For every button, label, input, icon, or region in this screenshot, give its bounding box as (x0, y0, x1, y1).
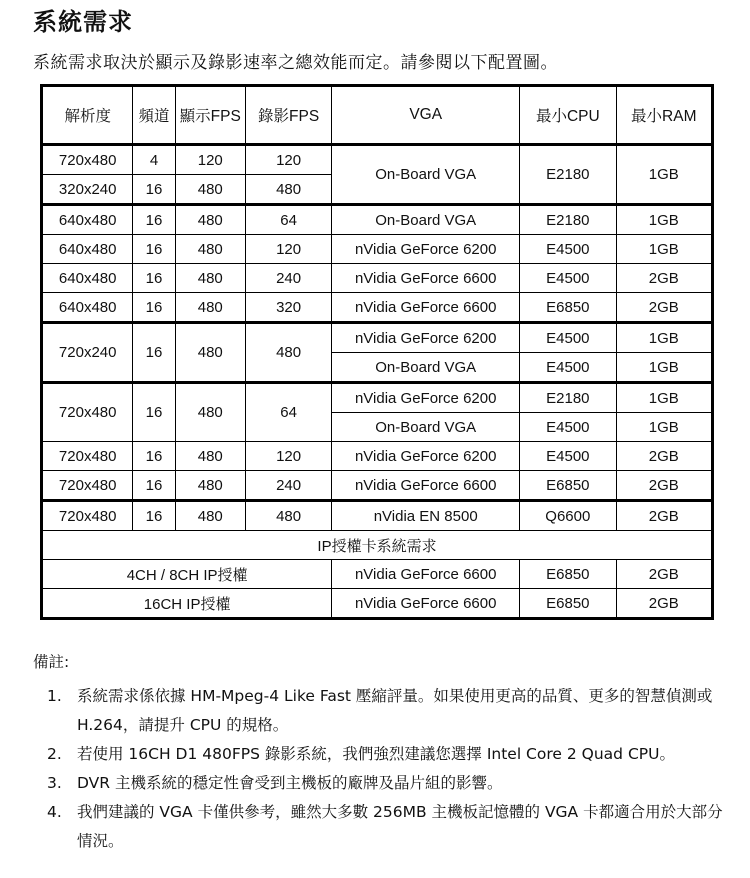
cell-vga: nVidia GeForce 6600 (332, 560, 520, 589)
table-row (42, 323, 713, 353)
table-row (42, 205, 713, 235)
cell-resolution: 720x480 (42, 471, 133, 501)
cell-resolution: 720x480 (42, 501, 133, 531)
header-min-cpu: 最小CPU (520, 86, 616, 145)
note-item (33, 798, 733, 856)
note-number: 4. (47, 803, 62, 821)
table-row (42, 145, 713, 175)
header-min-ram: 最小RAM (616, 86, 712, 145)
cell-channels: 16 (133, 471, 175, 501)
cell-ram: 1GB (616, 205, 712, 235)
cell-channels: 16 (133, 293, 175, 323)
cell-ram: 1GB (616, 235, 712, 264)
cell-display-fps: 480 (175, 501, 245, 531)
cell-vga: nVidia EN 8500 (332, 501, 520, 531)
cell-record-fps: 480 (245, 175, 331, 205)
note-number: 2. (47, 745, 62, 763)
cell-cpu: E4500 (520, 442, 616, 471)
note-number: 1. (47, 687, 62, 705)
cell-cpu: E6850 (520, 560, 616, 589)
cell-channels: 16 (133, 383, 175, 442)
cell-record-fps: 120 (245, 145, 331, 175)
cell-cpu: E2180 (520, 383, 616, 413)
cell-resolution: 720x240 (42, 323, 133, 383)
page-title: 系統需求 (33, 8, 133, 36)
cell-vga: nVidia GeForce 6600 (332, 589, 520, 619)
note-text: 系統需求係依據 HM-Mpeg-4 Like Fast 壓縮評量。如果使用更高的品質、更多的智慧偵測或 H.264，請提升 CPU 的規格。 (77, 687, 713, 734)
table-row (42, 501, 713, 531)
cell-resolution: 640x480 (42, 293, 133, 323)
cell-record-fps: 120 (245, 442, 331, 471)
cell-resolution: 720x480 (42, 145, 133, 175)
cell-record-fps: 320 (245, 293, 331, 323)
ip-section-heading: IP授權卡系統需求 (42, 531, 713, 560)
cell-channels: 16 (133, 442, 175, 471)
cell-display-fps: 480 (175, 471, 245, 501)
table-row (42, 293, 713, 323)
cell-ram: 1GB (616, 413, 712, 442)
note-text: DVR 主機系統的穩定性會受到主機板的廠牌及晶片組的影響。 (77, 774, 503, 792)
note-item (33, 682, 733, 740)
note-text: 若使用 16CH D1 480FPS 錄影系統，我們強烈建議您選擇 Intel Core 2 Quad CPU。 (77, 745, 675, 763)
cell-resolution: 640x480 (42, 264, 133, 293)
cell-cpu: E4500 (520, 264, 616, 293)
cell-channels: 16 (133, 323, 175, 383)
notes-section (33, 650, 733, 856)
table-row (42, 471, 713, 501)
table-row (42, 560, 713, 589)
note-number: 3. (47, 774, 62, 792)
cell-ram: 2GB (616, 560, 712, 589)
cell-vga: nVidia GeForce 6600 (332, 264, 520, 293)
cell-cpu: E4500 (520, 235, 616, 264)
header-record-fps: 錄影FPS (245, 86, 331, 145)
cell-ram: 2GB (616, 501, 712, 531)
cell-resolution: 640x480 (42, 205, 133, 235)
cell-channels: 16 (133, 501, 175, 531)
cell-ram: 2GB (616, 264, 712, 293)
cell-record-fps: 240 (245, 471, 331, 501)
cell-vga: nVidia GeForce 6200 (332, 235, 520, 264)
cell-cpu: Q6600 (520, 501, 616, 531)
cell-record-fps: 480 (245, 501, 331, 531)
cell-cpu: E4500 (520, 323, 616, 353)
cell-cpu: E4500 (520, 413, 616, 442)
note-text: 我們建議的 VGA 卡僅供參考，雖然大多數 256MB 主機板記憶體的 VGA 卡都適合用於大部分情況。 (77, 803, 723, 850)
cell-record-fps: 240 (245, 264, 331, 293)
intro-text: 系統需求取決於顯示及錄影速率之總效能而定。請參閱以下配置圖。 (33, 53, 558, 73)
cell-ip-license: 16CH IP授權 (42, 589, 332, 619)
cell-display-fps: 480 (175, 264, 245, 293)
cell-ram: 2GB (616, 442, 712, 471)
cell-vga: On-Board VGA (332, 145, 520, 205)
cell-cpu: E4500 (520, 353, 616, 383)
cell-channels: 16 (133, 264, 175, 293)
header-vga: VGA (332, 86, 520, 145)
cell-vga: nVidia GeForce 6200 (332, 442, 520, 471)
header-display-fps: 顯示FPS (175, 86, 245, 145)
cell-display-fps: 480 (175, 175, 245, 205)
cell-resolution: 720x480 (42, 383, 133, 442)
cell-channels: 16 (133, 205, 175, 235)
table-row (42, 589, 713, 619)
cell-ip-license: 4CH / 8CH IP授權 (42, 560, 332, 589)
cell-ram: 2GB (616, 471, 712, 501)
cell-cpu: E6850 (520, 589, 616, 619)
cell-vga: nVidia GeForce 6600 (332, 293, 520, 323)
cell-ram: 1GB (616, 145, 712, 205)
cell-record-fps: 64 (245, 205, 331, 235)
cell-record-fps: 64 (245, 383, 331, 442)
cell-display-fps: 120 (175, 145, 245, 175)
note-item (33, 769, 733, 798)
cell-ram: 2GB (616, 589, 712, 619)
header-resolution: 解析度 (42, 86, 133, 145)
cell-resolution: 320x240 (42, 175, 133, 205)
cell-resolution: 640x480 (42, 235, 133, 264)
cell-vga: On-Board VGA (332, 413, 520, 442)
cell-display-fps: 480 (175, 293, 245, 323)
note-item (33, 740, 733, 769)
table-row (42, 383, 713, 413)
cell-cpu: E2180 (520, 205, 616, 235)
cell-vga: nVidia GeForce 6200 (332, 323, 520, 353)
cell-display-fps: 480 (175, 205, 245, 235)
table-header-row (42, 86, 713, 145)
cell-channels: 16 (133, 235, 175, 264)
system-requirements-table (40, 84, 714, 620)
cell-ram: 2GB (616, 293, 712, 323)
header-channels: 頻道 (133, 86, 175, 145)
table-row (42, 264, 713, 293)
cell-vga: nVidia GeForce 6600 (332, 471, 520, 501)
ip-section-row (42, 531, 713, 560)
cell-display-fps: 480 (175, 323, 245, 383)
cell-channels: 16 (133, 175, 175, 205)
cell-vga: On-Board VGA (332, 353, 520, 383)
cell-record-fps: 480 (245, 323, 331, 383)
cell-display-fps: 480 (175, 442, 245, 471)
cell-ram: 1GB (616, 383, 712, 413)
cell-display-fps: 480 (175, 383, 245, 442)
cell-record-fps: 120 (245, 235, 331, 264)
cell-resolution: 720x480 (42, 442, 133, 471)
table-row (42, 442, 713, 471)
cell-vga: nVidia GeForce 6200 (332, 383, 520, 413)
cell-cpu: E6850 (520, 471, 616, 501)
cell-channels: 4 (133, 145, 175, 175)
cell-cpu: E6850 (520, 293, 616, 323)
cell-vga: On-Board VGA (332, 205, 520, 235)
cell-cpu: E2180 (520, 145, 616, 205)
notes-label: 備註: (33, 653, 70, 671)
cell-display-fps: 480 (175, 235, 245, 264)
table-row (42, 235, 713, 264)
cell-ram: 1GB (616, 323, 712, 353)
cell-ram: 1GB (616, 353, 712, 383)
